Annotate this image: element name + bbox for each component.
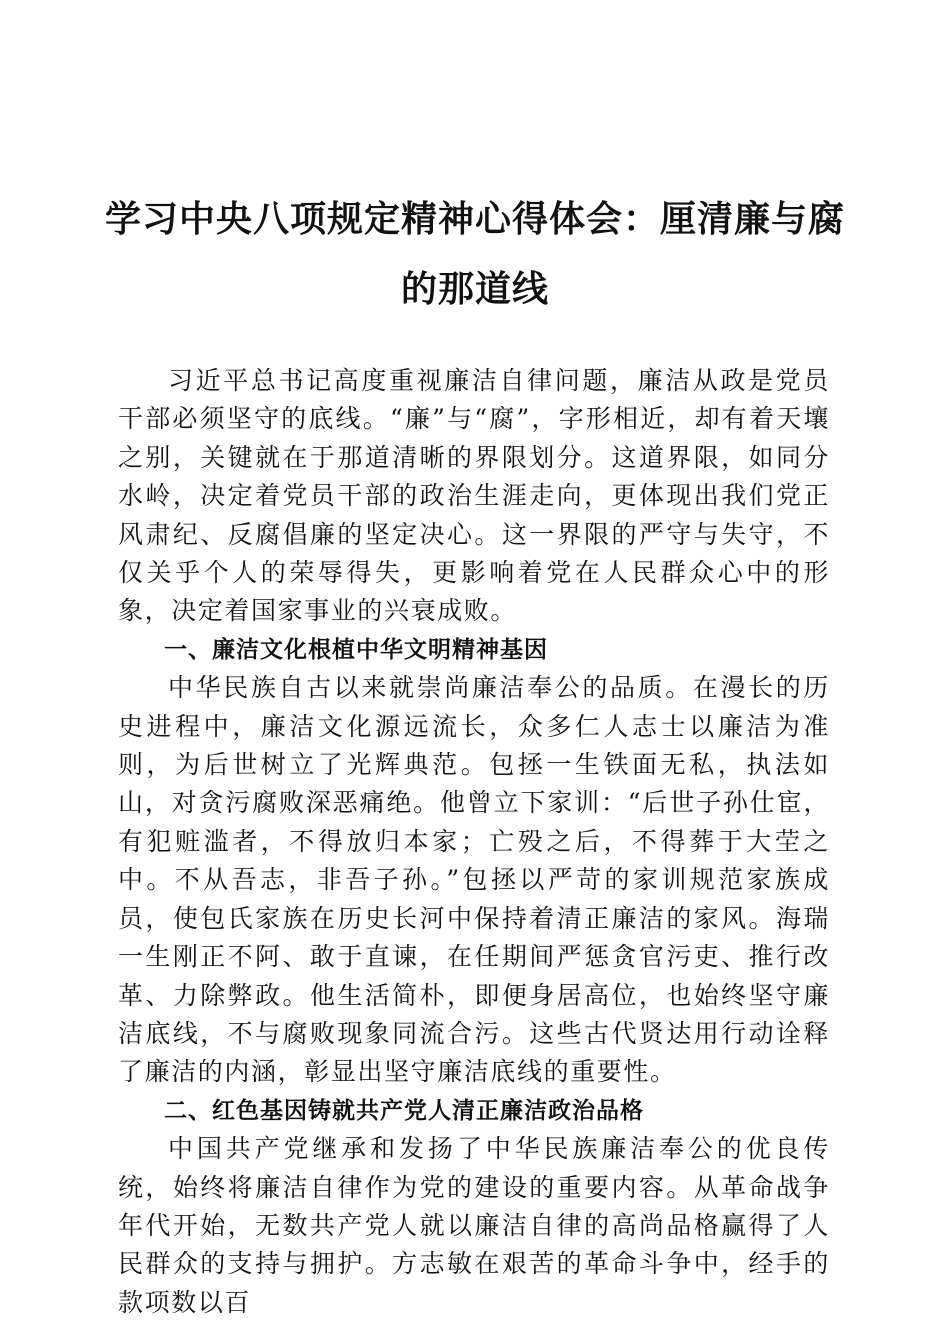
section-heading-2: 二、红色基因铸就共产党人清正廉洁政治品格 [164, 1097, 644, 1124]
section-heading-1: 一、廉洁文化根植中华文明精神基因 [164, 636, 548, 663]
paragraph-intro: 习近平总书记高度重视廉洁自律问题，廉洁从政是党员干部必须坚守的底线。“廉”与“腐”，字形相近，却有着天壤之别，关键就在于那道清晰的界限划分。这道界限，如同分水岭，决定着党员干部的政治生涯走向，更体现出我们党正风肃纪、反腐倡廉的坚定决心。这一界限的严守与失守，不仅关乎个人的荣辱得失，更影响着党在人民群众心中的形象，决定着国家事业的兴衰成败。 [118, 366, 830, 626]
paragraph-section-1: 中华民族自古以来就崇尚廉洁奉公的品质。在漫长的历史进程中，廉洁文化源远流长，众多仁人志士以廉洁为准则，为后世树立了光辉典范。包拯一生铁面无私，执法如山，对贪污腐败深恶痛绝。他曾立下家训：“后世子孙仕宦，有犯赃滥者，不得放归本家；亡殁之后，不得葬于大茔之中。不从吾志，非吾子孙。”包拯以严苛的家训规范家族成员，使包氏家族在历史长河中保持着清正廉洁的家风。海瑞一生刚正不阿、敢于直谏，在任期间严惩贪官污吏、推行改革、力除弊政。他生活简朴，即便身居高位，也始终坚守廉洁底线，不与腐败现象同流合污。这些古代贤达用行动诠释了廉洁的内涵，彰显出坚守廉洁底线的重要性。 [118, 673, 830, 1087]
document-title-line-2: 的那道线 [400, 268, 549, 310]
document-title-line-1: 学习中央八项规定精神心得体会：厘清廉与腐 [104, 198, 845, 240]
document-body [118, 362, 830, 1322]
paragraph-section-2: 中国共产党继承和发扬了中华民族廉洁奉公的优良传统，始终将廉洁自律作为党的建设的重要内容。从革命战争年代开始，无数共产党人就以廉洁自律的高尚品格赢得了人民群众的支持与拥护。方志敏在艰苦的革命斗争中，经手的款项数以百 [118, 1134, 830, 1317]
